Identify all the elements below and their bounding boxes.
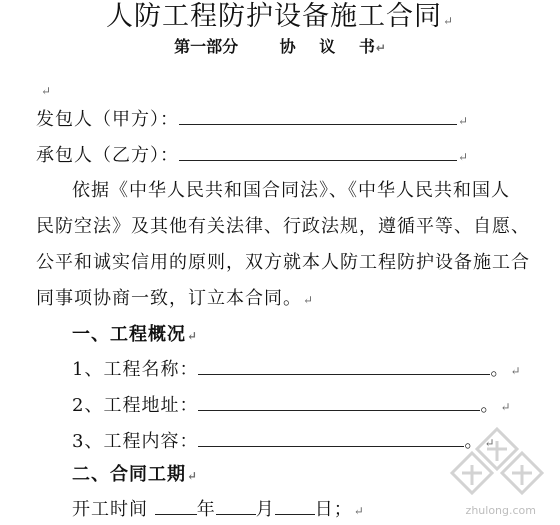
section-2-heading [72, 462, 198, 488]
subtitle-part: 第一部分 [174, 37, 239, 56]
paragraph-mark-icon: ↵ [353, 504, 365, 518]
employer-line [36, 106, 469, 132]
start-month-blank[interactable] [216, 496, 256, 515]
contractor-blank[interactable] [179, 142, 457, 161]
preamble-text-3: 公平和诚实信用的原则，双方就本人防工程防护设备施工合 [36, 252, 530, 273]
item-3-label: 3、工程内容： [72, 431, 199, 452]
contractor-label: 承包人（乙方）： [36, 145, 179, 166]
paragraph-mark-icon: ↵ [303, 293, 315, 307]
zhulong-logo-icon [442, 421, 552, 511]
paragraph-mark-icon: ↵ [510, 364, 522, 378]
start-time-line [72, 496, 365, 522]
project-address-blank[interactable] [198, 392, 480, 411]
section-1-heading [72, 322, 198, 348]
paragraph-mark-icon: ↵ [458, 114, 470, 128]
month-label: 月 [255, 499, 275, 520]
empty-line [40, 80, 51, 99]
start-day-blank[interactable] [275, 496, 315, 515]
item-2-line [72, 392, 512, 418]
paragraph-mark-icon: ↵ [187, 469, 199, 483]
contractor-line [36, 142, 469, 168]
employer-label: 发包人（甲方）： [36, 109, 179, 130]
preamble-line-3 [36, 250, 530, 276]
paragraph-mark-icon: ↵ [484, 436, 496, 450]
project-name-blank[interactable] [198, 356, 490, 375]
paragraph-mark-icon: ↵ [187, 329, 199, 343]
paragraph-mark-icon: ↵ [375, 41, 386, 55]
title-text: 人防工程防护设备施工合同 [105, 1, 442, 32]
subtitle-word-2: 议 [319, 37, 336, 56]
item-2-label: 2、工程地址： [72, 395, 199, 416]
preamble-line-2 [36, 214, 530, 240]
item-2-end: 。 [480, 395, 500, 416]
paragraph-mark-icon: ↵ [442, 14, 455, 28]
project-content-blank[interactable] [198, 428, 464, 447]
employer-blank[interactable] [179, 106, 457, 125]
start-time-label: 开工时间 [72, 499, 148, 520]
item-3-line [72, 428, 496, 454]
document-title [0, 0, 560, 34]
subtitle-word-1: 协 [279, 37, 296, 56]
document-subtitle [0, 36, 560, 58]
section-1-heading-text: 一、工程概况 [72, 324, 186, 345]
watermark-text: zhulong.com [465, 504, 536, 517]
item-1-line [72, 356, 522, 382]
item-3-end: 。 [464, 431, 484, 452]
section-2-heading-text: 二、合同工期 [72, 464, 186, 485]
subtitle-word-3: 书 [358, 37, 375, 56]
paragraph-mark-icon: ↵ [458, 150, 470, 164]
item-1-end: 。 [490, 359, 510, 380]
paragraph-mark-icon: ↵ [500, 400, 512, 414]
preamble-line-1 [72, 178, 510, 204]
year-label: 年 [196, 499, 216, 520]
preamble-line-4 [36, 286, 314, 312]
day-label: 日； [314, 499, 353, 520]
item-1-label: 1、工程名称： [72, 359, 199, 380]
preamble-text-2: 民防空法》及其他有关法律、行政法规，遵循平等、自愿、 [36, 216, 530, 237]
preamble-text-1: 依据《中华人民共和国合同法》、《中华人民共和国人 [72, 180, 510, 201]
start-year-blank[interactable] [155, 496, 197, 515]
paragraph-mark-icon: ↵ [41, 84, 52, 98]
preamble-text-4: 同事项协商一致，订立本合同。 [36, 288, 302, 309]
